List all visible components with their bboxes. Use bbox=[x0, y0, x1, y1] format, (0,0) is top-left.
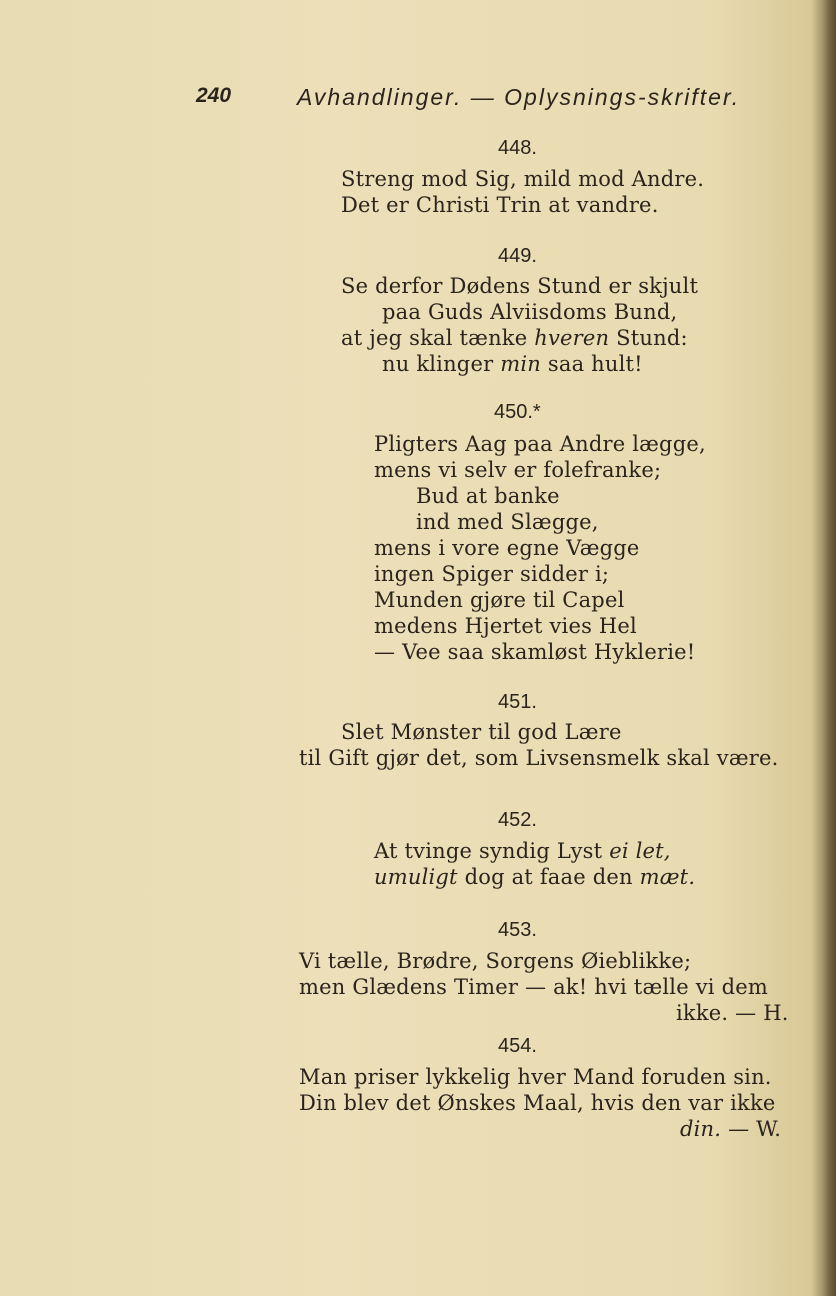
verse-line: Man priser lykkelig hver Mand foruden sin. bbox=[299, 1065, 772, 1089]
emphasis-text: min bbox=[500, 352, 541, 376]
verse-line: ingen Spiger sidder i; bbox=[374, 562, 610, 586]
verse-line: Streng mod Sig, mild mod Andre. bbox=[341, 167, 705, 191]
verse-text: dog at faae den bbox=[464, 865, 633, 889]
emphasis-text: umuligt bbox=[374, 865, 458, 889]
aphorism-number-448: 448. bbox=[498, 137, 537, 159]
verse-text: Stund: bbox=[616, 326, 688, 350]
verse-line: medens Hjertet vies Hel bbox=[374, 614, 637, 638]
verse-line: Slet Mønster til god Lære bbox=[341, 720, 622, 744]
verse-line bbox=[374, 864, 695, 890]
emphasis-text: din. bbox=[680, 1117, 722, 1141]
verse-line: Bud at banke bbox=[416, 484, 560, 508]
verse-line: til Gift gjør det, som Livsensmelk skal være. bbox=[299, 746, 779, 770]
verse-text: nu klinger bbox=[382, 352, 494, 376]
verse-line: ind med Slægge, bbox=[416, 510, 599, 534]
verse-line: paa Guds Alviisdoms Bund, bbox=[382, 300, 678, 324]
verse-line-attribution bbox=[680, 1116, 781, 1142]
aphorism-number-454: 454. bbox=[498, 1035, 537, 1057]
verse-line: mens i vore egne Vægge bbox=[374, 536, 640, 560]
aphorism-number-452: 452. bbox=[498, 809, 537, 831]
page-edge-shadow bbox=[822, 0, 836, 1296]
verse-line: Pligters Aag paa Andre lægge, bbox=[374, 432, 706, 456]
aphorism-number-450: 450.* bbox=[494, 401, 541, 423]
verse-line bbox=[341, 325, 688, 351]
aphorism-number-453: 453. bbox=[498, 919, 537, 941]
emphasis-text: ei let, bbox=[609, 839, 671, 863]
attribution-text: — W. bbox=[728, 1117, 782, 1141]
verse-line: Det er Christi Trin at vandre. bbox=[341, 193, 659, 217]
verse-text: at jeg skal tænke bbox=[341, 326, 528, 350]
verse-line: — Vee saa skamløst Hyklerie! bbox=[374, 640, 696, 664]
verse-line bbox=[374, 838, 671, 864]
verse-text: saa hult! bbox=[547, 352, 643, 376]
emphasis-text: mæt. bbox=[639, 865, 696, 889]
emphasis-text: hveren bbox=[534, 326, 610, 350]
verse-text: At tvinge syndig Lyst bbox=[374, 839, 603, 863]
verse-line: Munden gjøre til Capel bbox=[374, 588, 625, 612]
page-number: 240 bbox=[196, 84, 232, 107]
verse-line: men Glædens Timer — ak! hvi tælle vi dem bbox=[299, 975, 768, 999]
aphorism-number-449: 449. bbox=[498, 245, 537, 267]
verse-line: Din blev det Ønskes Maal, hvis den var ikke bbox=[299, 1091, 776, 1115]
verse-line: Se derfor Dødens Stund er skjult bbox=[341, 274, 699, 298]
verse-line: Vi tælle, Brødre, Sorgens Øieblikke; bbox=[299, 949, 692, 973]
running-header: Avhandlinger. — Oplysnings-skrifter. bbox=[297, 84, 741, 110]
verse-line bbox=[382, 351, 643, 377]
verse-line-attribution: ikke. — H. bbox=[676, 1001, 789, 1025]
verse-line: mens vi selv er folefranke; bbox=[374, 458, 662, 482]
aphorism-number-451: 451. bbox=[498, 691, 537, 713]
